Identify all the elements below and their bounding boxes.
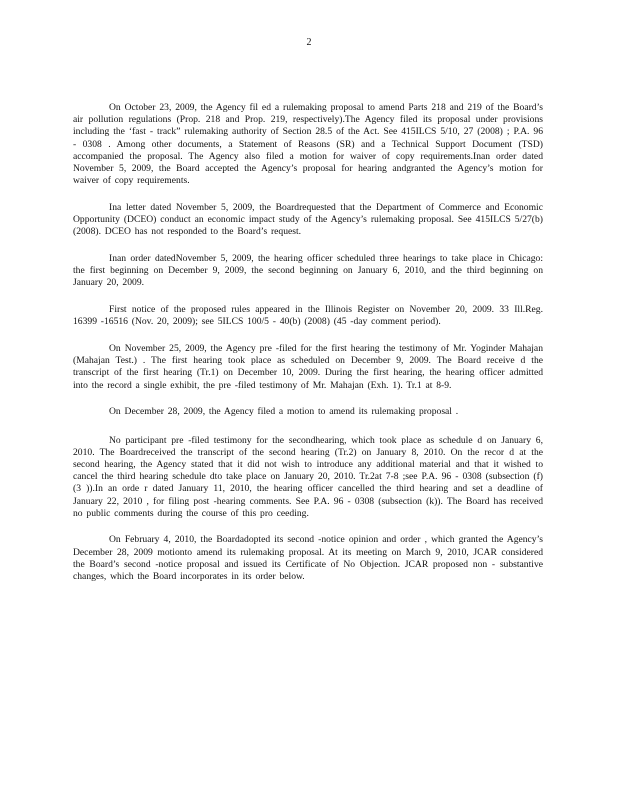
paragraph-rulemaking-proposal: On October 23, 2009, the Agency fil ed a rulemaking proposal to amend Parts 218 and 219 of the Board’s air pollution regulations (Prop. 218 and Prop. 219, respectively).The Agency filed its proposal under provisions including the ‘fast - track” rulemaking authority of Section 28.5 of the Act. See 415ILCS 5/10, 27 (2008) ; P.A. 96 - 0308 . Among other documents, a Statement of Reasons (SR) and a Technical Support Document (TSD) accompanied the proposal. The Agency also filed a motion for waiver of copy requirements.Inan order dated November 5, 2009, the Board accepted the Agency’s proposal for hearing andgranted the Agency’s motion for waiver of copy requirements. — [73, 102, 543, 187]
paragraph-first-hearing: On November 25, 2009, the Agency pre -filed for the first hearing the testimony of Mr. Yoginder Mahajan (Mahajan Test.) . The first hearing took place as scheduled on December 9, 2009. The Board receive d the transcript of the first hearing (Tr.1) on December 10, 2009. During the first hearing, the hearing officer admitted into the record a single exhibit, the pre -filed testimony of Mr. Mahajan (Exh. 1). Tr.1 at 8-9. — [73, 343, 543, 391]
paragraph-second-notice: On February 4, 2010, the Boardadopted its second -notice opinion and order , which granted the Agency’s December 28, 2009 motionto amend its rulemaking proposal. At its meeting on March 9, 2010, JCAR considered the Board’s second -notice proposal and issued its Certificate of No Objection. JCAR proposed non - substantive changes, which the Board incorporates in its order below. — [73, 534, 543, 583]
paragraph-motion-to-amend: On December 28, 2009, the Agency filed a motion to amend its rulemaking proposal . — [109, 406, 459, 418]
paragraph-dceo-request: Ina letter dated November 5, 2009, the Boardrequested that the Department of Commerce and Economic Opportunity (DCEO) conduct an economic impact study of the Agency’s rulemaking proposal. See 415ILCS 5/27(b) (2008). DCEO has not responded to the Board’s request. — [73, 201, 543, 238]
page-number: 2 — [306, 37, 312, 48]
document-body — [73, 102, 543, 598]
paragraph-hearing-schedule: Inan order datedNovember 5, 2009, the hearing officer scheduled three hearings to take place in Chicago: the first beginning on December 9, 2009, the second beginning on January 6, 2010, and the third beginning on January 20, 2009. — [73, 253, 543, 289]
paragraph-first-notice: First notice of the proposed rules appeared in the Illinois Register on November 20, 2009. 33 Ill.Reg. 16399 -16516 (Nov. 20, 2009); see 5ILCS 100/5 - 40(b) (2008) (45 -day comment period). — [73, 304, 543, 328]
paragraph-second-hearing: No participant pre -filed testimony for the secondhearing, which took place as schedule d on January 6, 2010. The Boardreceived the transcript of the second hearing (Tr.2) on January 8, 2010. On the recor d at the second hearing, the Agency stated that it did not wish to introduce any additional material and that it wished to cancel the third hearing schedule dto take place on January 20, 2010. Tr.2at 7-8 ;see P.A. 96 - 0308 (subsection (f)(3 )).In an orde r dated January 11, 2010, the hearing officer cancelled the third hearing and set a deadline of January 22, 2010 , for filing post -hearing comments. See P.A. 96 - 0308 (subsection (k)). The Board has received no public comments during the course of this pro ceeding. — [73, 434, 543, 519]
